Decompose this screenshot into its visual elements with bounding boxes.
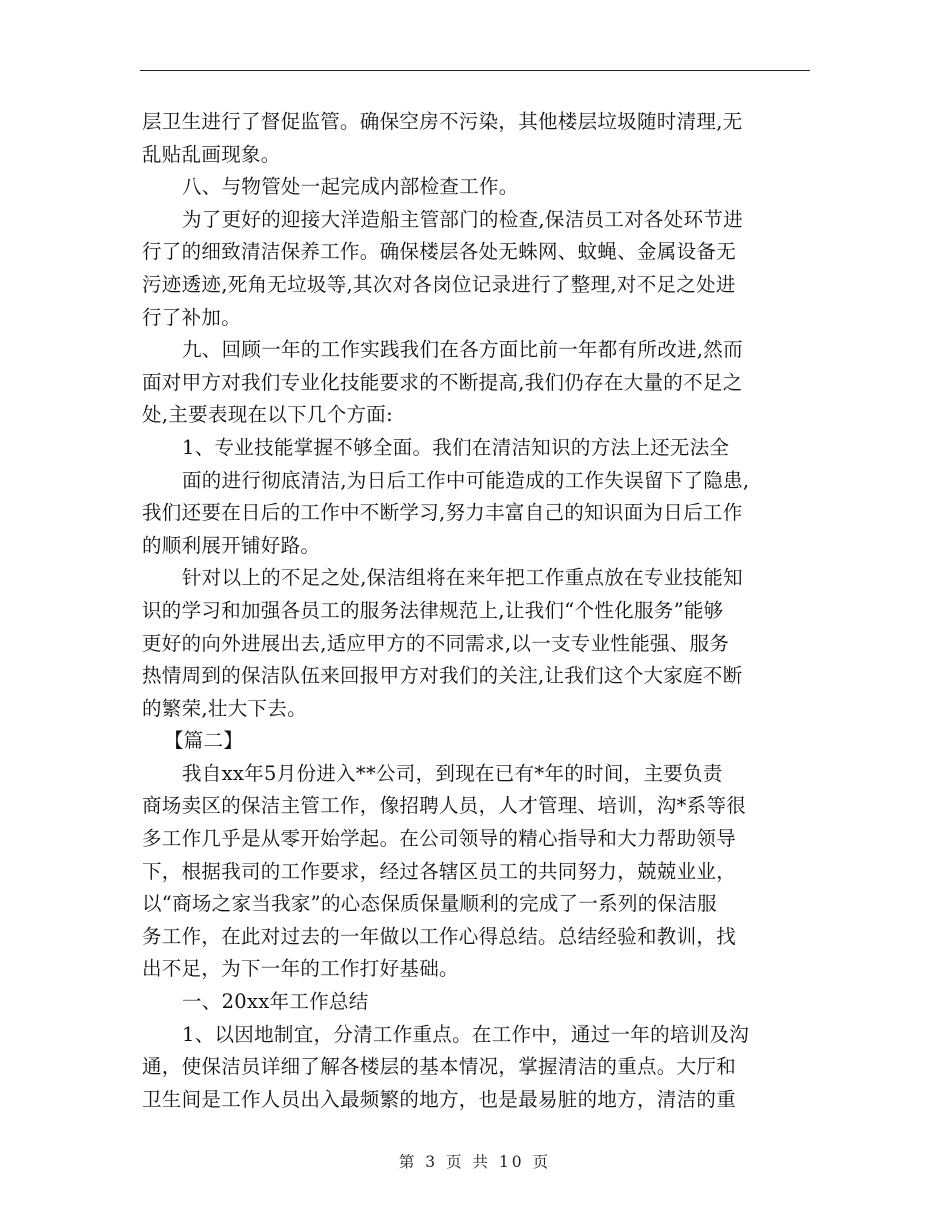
text-line: 以“商场之家当我家”的心态保质保量顺利的完成了一系列的保洁服: [142, 892, 717, 916]
text-line: 识的学习和加强各员工的服务法律规范上,让我们“个性化服务”能够: [142, 598, 724, 622]
header-rule: [140, 70, 810, 71]
text-line: 处,主要表现在以下几个方面:: [142, 403, 393, 427]
text-line: 商场卖区的保洁主管工作，像招聘人员，人才管理、培训，沟*系等很: [142, 794, 747, 818]
section-heading: 一、20xx年工作总结: [182, 990, 369, 1014]
text-line: 污迹透迹,死角无垃圾等,其次对各岗位记录进行了整理,对不足之处进: [142, 272, 736, 296]
text-line: 1、以因地制宜，分清工作重点。在工作中，通过一年的培训及沟: [182, 1022, 750, 1046]
text-line: 出不足，为下一年的工作打好基础。: [142, 957, 459, 981]
text-line: 乱贴乱画现象。: [142, 142, 281, 166]
text-line: 务工作，在此对过去的一年做以工作心得总结。总结经验和教训，找: [142, 924, 737, 948]
text-line: 我们还要在日后的工作中不断学习,努力丰富自己的知识面为日后工作: [142, 501, 743, 525]
text-line: 1、专业技能掌握不够全面。我们在清洁知识的方法上还无法全: [182, 435, 730, 459]
text-line: 我自xx年5月份进入**公司，到现在已有*年的时间，主要负责: [182, 761, 723, 785]
text-line: 热情周到的保洁队伍来回报甲方对我们的关注,让我们这个大家庭不断: [142, 664, 743, 688]
text-line: 的顺利展开铺好路。: [142, 533, 321, 557]
text-line: 更好的向外进展出去,适应甲方的不同需求,以一支专业性能强、服务: [142, 631, 730, 655]
document-body: [142, 106, 812, 1116]
text-line: 的繁荣,壮大下去。: [142, 696, 307, 720]
part-heading: 【篇二】: [164, 729, 244, 753]
text-line: 面的进行彻底清洁,为日后工作中可能造成的工作失误留下了隐患,: [182, 468, 750, 492]
text-line: 行了补加。: [142, 305, 242, 329]
text-line: 针对以上的不足之处,保洁组将在来年把工作重点放在专业技能知: [182, 566, 743, 590]
text-line: 下，根据我司的工作要求，经过各辖区员工的共同努力，兢兢业业，: [142, 859, 737, 883]
text-line: 面对甲方对我们专业化技能要求的不断提高,我们仍存在大量的不足之: [142, 370, 743, 394]
page-footer: 第 3 页 共 10 页: [398, 1153, 552, 1171]
section-heading: 九、回顾一年的工作实践我们在各方面比前一年都有所改进,然而: [182, 338, 743, 362]
text-line: 为了更好的迎接大洋造船主管部门的检查,保洁员工对各处环节进: [182, 207, 743, 231]
section-heading: 八、与物管处一起完成内部检查工作。: [182, 175, 519, 199]
text-line: 通，使保洁员详细了解各楼层的基本情况，掌握清洁的重点。大厅和: [142, 1055, 737, 1079]
text-line: 多工作几乎是从零开始学起。在公司领导的精心指导和大力帮助领导: [142, 827, 737, 851]
text-line: 卫生间是工作人员出入最频繁的地方，也是最易脏的地方，清洁的重: [142, 1087, 737, 1111]
text-line: 行了的细致清洁保养工作。确保楼层各处无蛛网、蚊蝇、金属设备无: [142, 240, 737, 264]
text-line: 层卫生进行了督促监管。确保空房不污染，其他楼层垃圾随时清理,无: [142, 110, 743, 133]
